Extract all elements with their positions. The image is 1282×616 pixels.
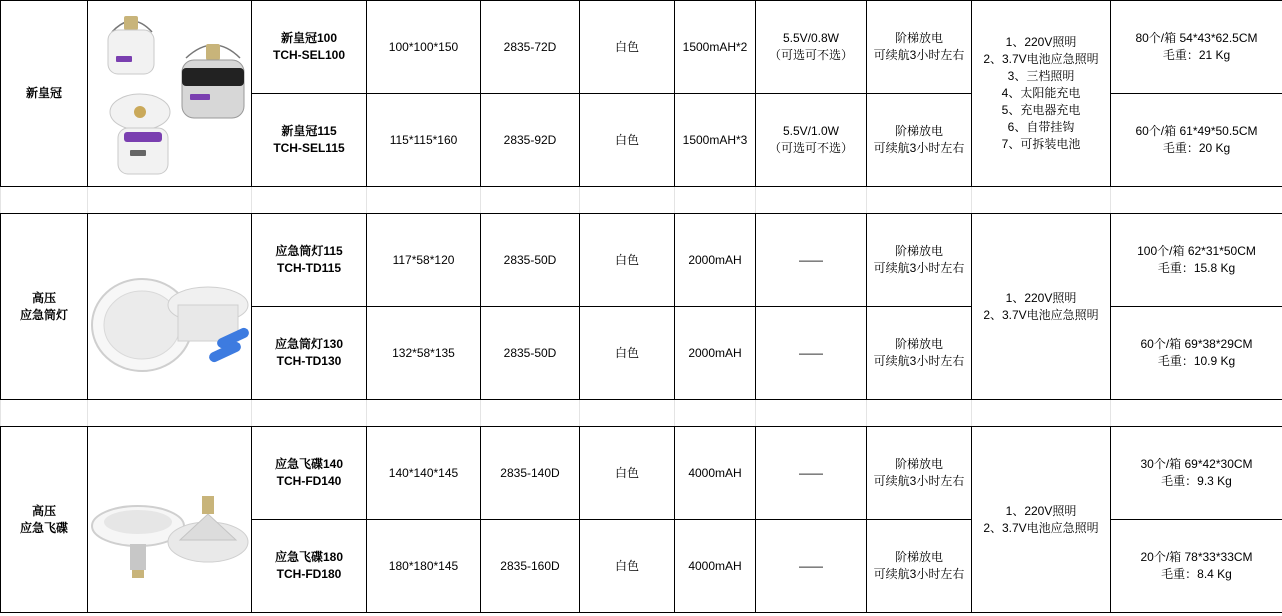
chip-cell: 2835-72D xyxy=(481,1,580,94)
model-name: 应急筒灯115 xyxy=(275,244,343,258)
solar-line: —— xyxy=(799,252,823,267)
features-cell xyxy=(972,1,1111,187)
size-cell: 117*58*120 xyxy=(367,214,481,307)
spacer-cell xyxy=(252,400,367,427)
model-cell xyxy=(252,94,367,187)
ufo-product-photo xyxy=(90,430,250,610)
chip-cell: 2835-92D xyxy=(481,94,580,187)
model-code: TCH-FD180 xyxy=(276,567,342,581)
discharge-line: 阶梯放电 xyxy=(894,124,943,138)
ufo-lens-icon xyxy=(104,510,172,534)
product-photo-cell xyxy=(88,214,252,400)
spacer-cell xyxy=(367,187,481,214)
feature-item: 5、充电器充电 xyxy=(1001,103,1081,117)
model-code: TCH-TD115 xyxy=(276,261,341,275)
model-cell xyxy=(252,307,367,400)
feature-item: 2、3.7V电池应急照明 xyxy=(983,52,1099,66)
discharge-line: 可续航3小时左右 xyxy=(873,354,965,368)
series-name-cell xyxy=(1,214,88,400)
packing-line: 毛重：15.8 Kg xyxy=(1157,261,1236,275)
feature-item: 6、自带挂钩 xyxy=(1007,120,1075,134)
chip-cell: 2835-50D xyxy=(481,214,580,307)
solar-cell xyxy=(756,307,867,400)
packing-line: 毛重：21 Kg xyxy=(1162,48,1231,62)
feature-item: 3、三档照明 xyxy=(1007,69,1075,83)
chip-cell: 2835-160D xyxy=(481,520,580,613)
spacer-cell xyxy=(1111,187,1282,214)
solar-line: —— xyxy=(799,558,823,573)
spacer-cell xyxy=(867,400,972,427)
packing-cell xyxy=(1111,427,1282,520)
color-cell: 白色 xyxy=(580,307,675,400)
packing-cell xyxy=(1111,1,1282,94)
spacer-cell xyxy=(675,400,756,427)
lamp-base-icon xyxy=(124,16,138,30)
battery-cell: 4000mAH xyxy=(675,520,756,613)
solar-line: —— xyxy=(799,345,823,360)
packing-cell xyxy=(1111,214,1282,307)
model-cell xyxy=(252,1,367,94)
solar-cell xyxy=(756,94,867,187)
discharge-cell xyxy=(867,520,972,613)
battery-pack-icon xyxy=(124,132,162,142)
series-name-line: 应急飞碟 xyxy=(19,520,68,535)
battery-cell: 2000mAH xyxy=(675,307,756,400)
color-cell: 白色 xyxy=(580,214,675,307)
series-name-line: 高压 xyxy=(31,290,56,305)
model-code: TCH-FD140 xyxy=(276,474,342,488)
discharge-cell xyxy=(867,307,972,400)
series-name-cell xyxy=(1,1,88,187)
color-cell: 白色 xyxy=(580,427,675,520)
spacer-cell xyxy=(367,400,481,427)
feature-item: 1、220V照明 xyxy=(1005,290,1077,305)
product-photo-cell xyxy=(88,427,252,613)
e27-base-icon xyxy=(132,570,144,578)
table-body xyxy=(1,1,1282,613)
spacer-cell xyxy=(972,187,1111,214)
crown-product-photo xyxy=(90,3,250,185)
solar-line: 5.5V/0.8W xyxy=(782,31,840,45)
packing-line: 100个/箱 62*31*50CM xyxy=(1137,244,1256,258)
model-code: TCH-SEL115 xyxy=(273,141,345,155)
discharge-line: 阶梯放电 xyxy=(894,550,943,564)
solar-cell xyxy=(756,520,867,613)
color-cell: 白色 xyxy=(580,1,675,94)
packing-line: 60个/箱 61*49*50.5CM xyxy=(1135,124,1258,138)
size-cell: 132*58*135 xyxy=(367,307,481,400)
model-name: 应急飞碟140 xyxy=(274,457,344,471)
battery-cell: 1500mAH*3 xyxy=(675,94,756,187)
packing-line: 80个/箱 54*43*62.5CM xyxy=(1135,31,1258,45)
feature-item: 1、220V照明 xyxy=(1005,35,1077,49)
model-cell xyxy=(252,427,367,520)
packing-line: 毛重：20 Kg xyxy=(1162,141,1231,155)
discharge-cell xyxy=(867,214,972,307)
spacer-cell xyxy=(1,187,88,214)
series-name-line: 高压 xyxy=(31,503,56,518)
discharge-line: 可续航3小时左右 xyxy=(873,48,965,62)
solar-line: 5.5V/1.0W xyxy=(782,124,840,138)
switch-icon xyxy=(116,56,132,62)
solar-line: （可选可不选） xyxy=(768,48,853,62)
series-name-line: 新皇冠 xyxy=(25,86,62,100)
model-cell xyxy=(252,520,367,613)
features-cell xyxy=(972,214,1111,400)
packing-line: 30个/箱 69*42*30CM xyxy=(1140,457,1253,471)
switch-icon xyxy=(130,150,146,156)
product-row xyxy=(1,214,1282,307)
solar-cell xyxy=(756,1,867,94)
spacer-cell xyxy=(580,187,675,214)
model-name: 新皇冠115 xyxy=(281,124,337,138)
product-photo-cell xyxy=(88,1,252,187)
packing-cell xyxy=(1111,94,1282,187)
series-name-cell xyxy=(1,427,88,613)
series-name-line: 应急筒灯 xyxy=(19,307,68,322)
spacer-cell xyxy=(675,187,756,214)
battery-cell: 2000mAH xyxy=(675,214,756,307)
discharge-line: 阶梯放电 xyxy=(894,457,943,471)
battery-cell: 4000mAH xyxy=(675,427,756,520)
packing-cell xyxy=(1111,520,1282,613)
packing-line: 毛重：9.3 Kg xyxy=(1161,474,1232,488)
solar-line: （可选可不选） xyxy=(768,141,853,155)
packing-line: 20个/箱 78*33*33CM xyxy=(1140,550,1253,564)
product-row xyxy=(1,1,1282,94)
size-cell: 100*100*150 xyxy=(367,1,481,94)
size-cell: 115*115*160 xyxy=(367,94,481,187)
model-code: TCH-SEL100 xyxy=(272,48,346,62)
feature-item: 1、220V照明 xyxy=(1005,503,1077,518)
switch-icon xyxy=(190,94,210,100)
feature-item: 7、可拆装电池 xyxy=(1001,137,1081,151)
spacer-cell xyxy=(580,400,675,427)
downlight-product-photo xyxy=(90,217,250,397)
spacer-cell xyxy=(756,187,867,214)
spacer-cell xyxy=(88,400,252,427)
color-cell: 白色 xyxy=(580,520,675,613)
spacer-cell xyxy=(1111,400,1282,427)
discharge-line: 阶梯放电 xyxy=(894,31,943,45)
solar-cell xyxy=(756,214,867,307)
features-cell xyxy=(972,427,1111,613)
spacer-cell xyxy=(252,187,367,214)
packing-line: 毛重：8.4 Kg xyxy=(1161,567,1232,581)
discharge-line: 可续航3小时左右 xyxy=(873,567,965,581)
discharge-cell xyxy=(867,94,972,187)
spacer-cell xyxy=(481,187,580,214)
discharge-line: 阶梯放电 xyxy=(894,337,943,351)
model-cell xyxy=(252,214,367,307)
chip-cell: 2835-140D xyxy=(481,427,580,520)
feature-item: 2、3.7V电池应急照明 xyxy=(983,307,1099,322)
solar-line: —— xyxy=(799,465,823,480)
discharge-line: 阶梯放电 xyxy=(894,244,943,258)
packing-cell xyxy=(1111,307,1282,400)
discharge-line: 可续航3小时左右 xyxy=(873,474,965,488)
discharge-line: 可续航3小时左右 xyxy=(873,141,965,155)
model-name: 新皇冠100 xyxy=(280,31,338,45)
size-cell: 140*140*145 xyxy=(367,427,481,520)
spacer-cell xyxy=(867,187,972,214)
discharge-cell xyxy=(867,427,972,520)
spacer-cell xyxy=(1,400,88,427)
lamp-band-icon xyxy=(182,68,244,86)
color-cell: 白色 xyxy=(580,94,675,187)
spacer-row xyxy=(1,187,1282,214)
spacer-cell xyxy=(481,400,580,427)
model-name: 应急筒灯130 xyxy=(274,337,344,351)
feature-item: 2、3.7V电池应急照明 xyxy=(983,520,1099,535)
product-row xyxy=(1,427,1282,520)
spacer-cell xyxy=(756,400,867,427)
socket-icon xyxy=(134,106,146,118)
battery-cell: 1500mAH*2 xyxy=(675,1,756,94)
feature-item: 4、太阳能充电 xyxy=(1001,86,1081,100)
spacer-cell xyxy=(972,400,1111,427)
discharge-cell xyxy=(867,1,972,94)
packing-line: 毛重：10.9 Kg xyxy=(1157,354,1236,368)
spacer-cell xyxy=(88,187,252,214)
solar-cell xyxy=(756,427,867,520)
model-code: TCH-TD130 xyxy=(276,354,342,368)
ufo-neck-icon xyxy=(130,544,146,570)
discharge-line: 可续航3小时左右 xyxy=(873,261,965,275)
packing-line: 60个/箱 69*38*29CM xyxy=(1140,337,1253,351)
crown-lamp-icon xyxy=(108,30,154,74)
lamp-base-icon xyxy=(206,44,220,60)
e27-base-icon xyxy=(202,496,214,514)
chip-cell: 2835-50D xyxy=(481,307,580,400)
spacer-row xyxy=(1,400,1282,427)
size-cell: 180*180*145 xyxy=(367,520,481,613)
model-name: 应急飞碟180 xyxy=(274,550,344,564)
